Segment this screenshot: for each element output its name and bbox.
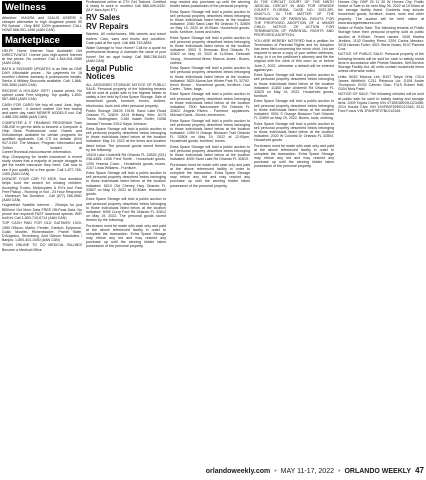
legal-notice: Notice of Public Sale: The following tenants of Public Storage have their personal property sold at public auction at 9:00am. Tenant names: 1045 Martha Jenkins; 1102 Dorothy Reed; 2209 Carlos Mendez; 3018 Hannah Fuller; 4021 Steve Nolan; 5107 Pamela Cruz. xyxy=(338,26,425,52)
legal-notice: Extra Space Storage will hold a public auction to sell personal property described below belonging to those individuals listed below at the location indicated: 1350 N Orange Blossom Trail Orlando FL 32804 on May 19, 2022 at 12:00pm. Household goods, furniture, boxes. xyxy=(170,118,251,144)
legal-notice: YOU ARE HEREBY NOTIFIED that a petition for Termination of Parental Rights and for Adoption has been filed concerning the minor child. You are required to serve a copy of your written defenses, if any, to it on the petitioner's attorney and file the original with the clerk of this court on or before June 2, 2022, otherwise a default will be entered against you. xyxy=(254,38,335,72)
legal-notices-heading: Legal Public Notices xyxy=(86,63,134,82)
legal-notice: Extra Space Storage will hold a public auction to sell personal property described below belonging to those individuals listed below at the location indicated: 6010 Old Cheney Hwy Orlando FL 32807 on May 19, 2022 at 10:30am. Household goods. xyxy=(86,171,167,196)
column-1 xyxy=(2,0,82,253)
legal-notice: 10415 Lake Underhill Rd Orlando FL 32825 (321) 238-4455. 1006 Fred Smith - Household goods. 1200 Yesenia Colon - Household goods, boxes. 2107 Linda Williams - Furniture. xyxy=(86,153,167,170)
section-header-wellness: Wellness xyxy=(2,1,82,14)
legal-notice: Purchases must be made with cash only and paid at the above referenced facility in order to complete the transaction. Extra Space Storage may refuse any bid and may rescind any purchase up until the winning bidder takes possession of the personal property. xyxy=(254,143,335,169)
classified-ad: Attention: VIAGRA and CIALIS USERS! A cheaper alternative to high drugstore prices! 50 Pill Special - Only $99! 100% guaranteed. CALL NOW! 888-991-1496 (AAN CAN) xyxy=(2,16,83,33)
classified-ad: TRAIN ONLINE TO DO MEDICAL BILLING! Become a Medical Office xyxy=(2,243,83,252)
footer-separator: • xyxy=(338,468,341,475)
legal-notice: Purchases must be made with cash only and paid at the above referenced facility in order to complete the transaction. Extra Space Storage may refuse any bid and may rescind any purchase up until the winning bidder takes possession of the personal property. xyxy=(170,162,251,188)
classified-ad: RECEIVE A HOLIDAY GIFT! Lowest prices. No upfront costs! Free shipping. Top quality. 1-800-567-4883 (AAN CAN) xyxy=(2,88,83,102)
legal-notice: NOTICE OF SALE: The following vehicles will be sold at public sale for cash to satisfy towing and storage liens. 2009 Toyota Camry VIN 4T1BE46K09U123456; 2014 Honda Civic VIN 19XFB2F52EE012345; 2011 Ford Focus VIN 1FAHP3F27BL012345. xyxy=(338,92,425,114)
classified-ad: Professional online at CTI! Get Trained, Certified & ready to work in months! Call 888-449-0432. (M-F 8am-6pm ET) xyxy=(86,0,167,13)
legal-notice: Extra Space Storage will hold a public auction to sell personal property described below belonging to those individuals listed below at the location indicated: 5055 Curry Ford Rd Orlando FL 32812 on May 19, 2022. The personal goods stored therein by the following: xyxy=(86,197,167,223)
footer-url[interactable]: orlandoweekly.com xyxy=(205,468,271,475)
footer-date: MAY 11-17, 2022 xyxy=(280,468,334,475)
column-3 xyxy=(170,0,250,189)
legal-notice: IN THE CIRCUIT COURT OF THE NINTH JUDICIAL CIRCUIT IN AND FOR ORANGE COUNTY FLORIDA. CASE NO.: 2022-DR-004571-O. IN THE MATTER OF THE TERMINATION OF PARENTAL RIGHTS FOR THE PROPOSED ADOPTION OF A MINOR CHILD. NOTICE OF ACTION FOR TERMINATION OF PARENTAL RIGHTS AND PROPOSED ADOPTION. xyxy=(254,0,335,38)
rv-sales-heading: RV Sales RV Repairs xyxy=(86,13,129,31)
footer-separator: • xyxy=(274,468,277,475)
legal-notice: NOTICE OF PUBLIC SALE: Personal property of the following tenants will be sold for cash to satisfy rental liens in accordance with Florida Statutes, Self-Service Storage Facility Act. All units contain household items unless otherwise noted. xyxy=(338,52,425,74)
column-4 xyxy=(254,0,334,170)
legal-notice: Extra Space Storage will hold a public auction to sell personal property described below belonging to those individuals listed below at the location indicated: 9001 S Orange Blossom Trail Orlando FL 32809 on May 19, 2022. Boxes, tools, clothing. xyxy=(254,99,335,121)
classified-ad: HughesNet Satellite Internet - 25mbps for just $50/mo! Get More Data FREE Off-Peak Data. No phone line required! FAST download speeds. WiFi built in! Call 1-800-710-6714 (AAN CAN) xyxy=(2,203,83,220)
section-header-marketplace: Marketplace xyxy=(2,34,82,47)
legal-notice: Extra Space Storage will hold a public auction to sell personal property described below belonging to those individuals listed below at the location indicated: 11360 Lake Underhill Rd Orlando FL 32825 on May 19, 2022. Household goods, furniture. xyxy=(254,73,335,99)
legal-notice: Purchases must be made with cash only and paid at the above referenced facility in order to complete the transaction. Extra Space Storage may refuse any bid and may rescind any purchase up until the winning bidder takes possession of the personal property. xyxy=(86,223,167,249)
classified-ad: Wanted: All motorhomes, fifth wheels and travel trailers. Cars, vans and trucks any condition. Cash paid at the spot. Call 888-743-8845 xyxy=(86,32,167,45)
legal-notice: Extra Space Storage will hold a public auction to sell personal property described below belonging to those individuals listed below at the location indicated: 3625 Aloma Ave Winter Park FL 32792. Kevin Brown - Household goods, furniture. Lisa Carter - Totes, bags. xyxy=(170,66,251,92)
classified-ad: Water Damage to Your Home? Call for a quote for professional cleanup & maintain the value of your home! Set an appt today! Call 888-788-5443 (AAN CAN) xyxy=(86,46,167,63)
legal-notice: Extra Space Storage will hold a public auction to sell personal property described below belonging to those individuals listed below at the location indicated: 2460 Sand Lake Rd Orlando FL 32809 on May 19, 2022 at 10:00am. Household goods, tools, furniture, boxes and totes. xyxy=(170,9,251,35)
column-2 xyxy=(86,0,166,250)
footer-publication: ORLANDO WEEKLY xyxy=(344,468,412,475)
legal-notice: may rescind any purchase up until the winning bidder takes possession of the personal property. xyxy=(170,0,251,9)
classified-ad: BATH & SHOWER UPDATES in as little as ONE DAY! Affordable prices - No payments for 18 months! Lifetime warranty & professional installs. Senior & Military Discounts available. Call: 1-866-936-3060 (AAN CAN) xyxy=(2,66,83,88)
classified-ad: COMPUTER & IT TRAINING PROGRAM! Train ONLINE to get the skills to become a Computer & Help Desk Professional now! Grants and Scholarships available for certain programs for qualified applicants. Call CTI for details! (844) 947-0192. The Mission, Program Information and Tuition is located at CareerTechnical.edu/consumer-information. xyxy=(2,120,83,154)
legal-notice: Homes City: DNP 25 11 30 W Homes City. Public Notice of Sale to be held May 26, 2022 at 10:00am at the storage facility listed. Contents may include household goods, furniture, boxes, tools and other property. The auction will be held online at www.storagetreasures.com. xyxy=(338,0,425,25)
legal-notice: Extra Space Storage will hold a public auction to sell personal property described below belonging to those individuals listed below at the location indicated: 3003 S Semoran Blvd Orlando FL 32822 on May 19, 2022 at 11:00am. Deborah Young - Household items. Marcus Jones - Boxes, clothes. xyxy=(170,35,251,65)
legal-notice: Extra Space Storage will hold a public auction to sell personal property described below belonging to those individuals listed below at the location indicated: 7600 Narcoossee Rd Orlando FL 32822. Angela Rivera - Furniture, appliances. Michael Davis - Boxes, electronics. xyxy=(170,92,251,118)
classified-ad: TOP CASH PAID FOR OLD GUITARS! 1920-1980 Gibson, Martin, Fender, Gretsch, Epiphone, Guild, Mosrite, Rickenbacker, Prairie State, D'Angelico, Stromberg. And Gibson Mandolins / Banjos. 1-800-401-0440 (AAN CAN) xyxy=(2,221,83,243)
legal-notice: Units: B042 Marcus Lee; B107 Tanya Ortiz; C014 James Whitfield; C211 Rebecca Lin; D108 Andre Thompson; E033 Carmen Diaz; F119 Robert Hall; G004 Nina Patel. xyxy=(338,74,425,92)
classified-ad: DONATE YOUR CAR TO KIDS. Your donation helps fund the search for missing children. Accepting Trucks, Motorcycles & RV's too! Fast Free Pickup - Running or Not - 24 Hour Response - Maximum Tax Donation - Call (877) 266-0681 (AAN CAN) xyxy=(2,177,83,203)
legal-notice: Extra Space Storage will hold a public auction to sell personal property described below belonging to those individuals listed below at the location indicated: 2020 W Colonial Dr Orlando FL 32804. Household goods. xyxy=(254,121,335,143)
page-number: 47 xyxy=(415,466,424,475)
classified-ad: HELP!! Home Internet Now Available! Get DIRECTV/AT&T Uverse plus high-speed Internet at low prices. No contract. Call 1-844-541-0985 (AAN CAN) xyxy=(2,48,83,66)
column-5 xyxy=(338,0,424,115)
legal-notice: ALL ASSIGNED STORAGE NOTICE OF PUBLIC SALE: Personal property of the following tenants will be sold at public sale to the highest bidder to satisfy a lien held by Extra Space Storage. Sale of household goods, furniture, boxes, clothes, electronics, tools and other personal property. xyxy=(86,82,167,108)
classified-ad: CASH FOR CARS! We buy all cars! Junk, high-end, totaled - it doesn't matter! Get free towing and same day cash! NEWER MODELS too! Call 1-888-335-8888 (AAN CAN) xyxy=(2,102,83,120)
legal-notice: Extra Space Storage will hold a public auction to sell personal property described below belonging to those individuals listed below at the location indicated: 4000 Sand Lake Rd Orlando FL 32819. xyxy=(170,144,251,162)
classified-ad: Stop Overpaying for health insurance! A recent study shows that a majority of people struggle to get the health insurance they need. Call now to see if you qualify for a free quote. Call 1-877-765-1455 (AAN CAN) xyxy=(2,155,83,176)
page-footer xyxy=(206,466,424,475)
legal-notice: Extra Space Storage will hold a public auction to sell personal property described below belonging to those individuals listed below at the location indicated: May 19, 2022 at the times and location listed below. The personal goods stored therein by the following: xyxy=(86,127,167,152)
legal-notice: Public Storage 28103 19191 Sand Lake Road Orlando FL 32819. A101 Brittany Vehr; A175 Travis Nottingham; C160 Isaiah Smith; D058 Jamaal Thomas; E012 Kayla Johnson xyxy=(86,109,167,126)
